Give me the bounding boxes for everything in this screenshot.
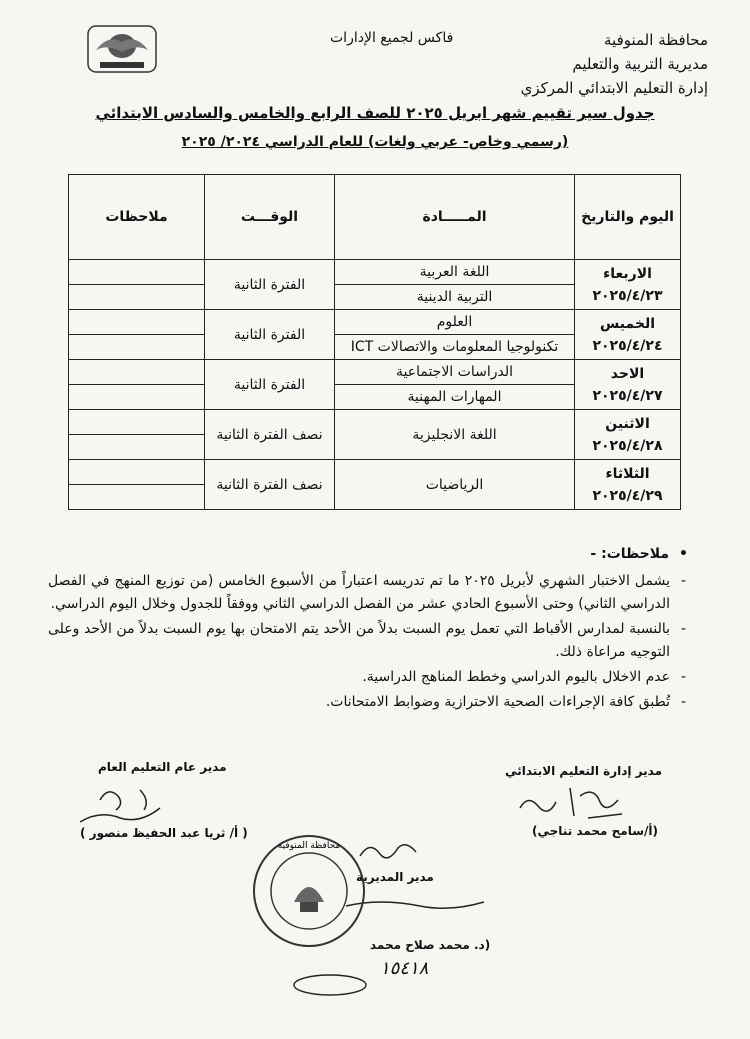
table-row — [69, 460, 681, 485]
header-day-date: اليوم والتاريخ — [575, 175, 681, 260]
day-name: الثلاثاء — [605, 465, 650, 482]
table-row — [69, 360, 681, 385]
signature-title-primary-director: مدير إدارة التعليم الابتدائي — [505, 764, 662, 778]
subject-cell: التربية الدينية — [335, 285, 575, 310]
notes-cell — [69, 485, 205, 510]
notes-cell — [69, 260, 205, 285]
day-name: الخميس — [599, 315, 656, 332]
list-item: - يشمل الاختبار الشهري لأبريل ٢٠٢٥ ما تم تدريسه اعتباراً من الأسبوع الخامس (من توزيع المنهج في الفصل الدراسي الثاني) وحتى الأسبوع الحادي عشر من الفصل الدراسي الثاني ووفقاً للجدول وخلال اليوم الدراسي. — [48, 570, 670, 616]
issuer-header — [478, 28, 708, 100]
table-row — [69, 410, 681, 435]
header-time: الوقـــت — [205, 175, 335, 260]
handwritten-signature — [510, 778, 640, 826]
notes-cell — [69, 335, 205, 360]
stamp-text: محافظة المنوفية — [277, 841, 341, 851]
day-name: الاحد — [610, 365, 645, 382]
table-row — [69, 260, 681, 285]
time-cell: نصف الفترة الثانية — [205, 460, 335, 510]
day-date-cell — [575, 410, 681, 460]
subject-cell: العلوم — [335, 310, 575, 335]
subject-cell: تكنولوجيا المعلومات والاتصالات ICT — [335, 335, 575, 360]
exam-date: ٢٠٢٥/٤/٢٧ — [592, 387, 663, 404]
notes-list — [48, 570, 688, 714]
reference-number: ١٥٤١٨ — [380, 958, 429, 979]
handwritten-signature — [60, 780, 190, 828]
notes-title: • ملاحظات: - — [48, 543, 688, 566]
subject-cell: الدراسات الاجتماعية — [335, 360, 575, 385]
list-item: - بالنسبة لمدارس الأقباط التي تعمل يوم السبت بدلاً من الأحد يتم الامتحان بها يوم السبت بدلاً من الأحد وعلى التوجيه مراعاة ذلك. — [48, 618, 670, 664]
handwritten-number-oval — [290, 972, 370, 998]
header-line-administration: إدارة التعليم الابتدائي المركزي — [520, 79, 708, 97]
day-name: الاربعاء — [603, 265, 652, 282]
notes-section — [48, 543, 688, 716]
day-date-cell — [575, 310, 681, 360]
subject-cell: المهارات المهنية — [335, 385, 575, 410]
time-cell: الفترة الثانية — [205, 310, 335, 360]
signature-name-general-director: ( أ/ ثريا عبد الحفيظ منصور ) — [80, 826, 248, 840]
exam-date: ٢٠٢٥/٤/٢٩ — [592, 487, 663, 504]
signature-title-general-director: مدير عام التعليم العام — [98, 760, 227, 774]
notes-cell — [69, 360, 205, 385]
day-date-cell — [575, 360, 681, 410]
header-line-directorate: مديرية التربية والتعليم — [572, 55, 708, 73]
exam-date: ٢٠٢٥/٤/٢٣ — [592, 287, 663, 304]
document-subtitle: (رسمي وخاص- عربي ولغات) للعام الدراسي ٢٠٢٤/ ٢٠٢٥ — [181, 134, 569, 150]
header-subject: المـــــادة — [335, 175, 575, 260]
notes-cell — [69, 410, 205, 435]
day-date-cell — [575, 460, 681, 510]
subject-cell: الرياضيات — [335, 460, 575, 510]
list-item: - عدم الاخلال باليوم الدراسي وخطط المناهج الدراسية. — [48, 666, 670, 689]
notes-cell — [69, 310, 205, 335]
fax-line: فاكس لجميع الإدارات — [330, 30, 454, 46]
notes-cell — [69, 285, 205, 310]
notes-cell — [69, 435, 205, 460]
document-title: جدول سير تقييم شهر ابريل ٢٠٢٥ للصف الرابع والخامس والسادس الابتدائي — [95, 104, 655, 122]
table-row — [69, 310, 681, 335]
table-header-row — [69, 175, 681, 260]
ministry-logo — [86, 24, 158, 74]
official-stamp — [250, 832, 368, 950]
exam-date: ٢٠٢٥/٤/٢٨ — [592, 437, 663, 454]
list-item: - تُطبق كافة الإجراءات الصحية الاحترازية وضوابط الامتحانات. — [48, 691, 670, 714]
notes-cell — [69, 385, 205, 410]
header-notes: ملاحظات — [69, 175, 205, 260]
time-cell: نصف الفترة الثانية — [205, 410, 335, 460]
day-date-cell — [575, 260, 681, 310]
time-cell: الفترة الثانية — [205, 360, 335, 410]
signature-name-primary-director: (أ/سامح محمد تناجي) — [532, 824, 658, 838]
time-cell: الفترة الثانية — [205, 260, 335, 310]
exam-date: ٢٠٢٥/٤/٢٤ — [592, 337, 663, 354]
subject-cell: اللغة الانجليزية — [335, 410, 575, 460]
subject-cell: اللغة العربية — [335, 260, 575, 285]
notes-cell — [69, 460, 205, 485]
signature-name-directorate-director: (د. محمد صلاح محمد — [370, 938, 491, 952]
day-name: الاثنين — [605, 415, 650, 432]
header-line-governorate: محافظة المنوفية — [604, 31, 708, 49]
signature-title-directorate-director: مدير المديرية — [356, 870, 434, 884]
exam-schedule-table — [68, 174, 681, 510]
